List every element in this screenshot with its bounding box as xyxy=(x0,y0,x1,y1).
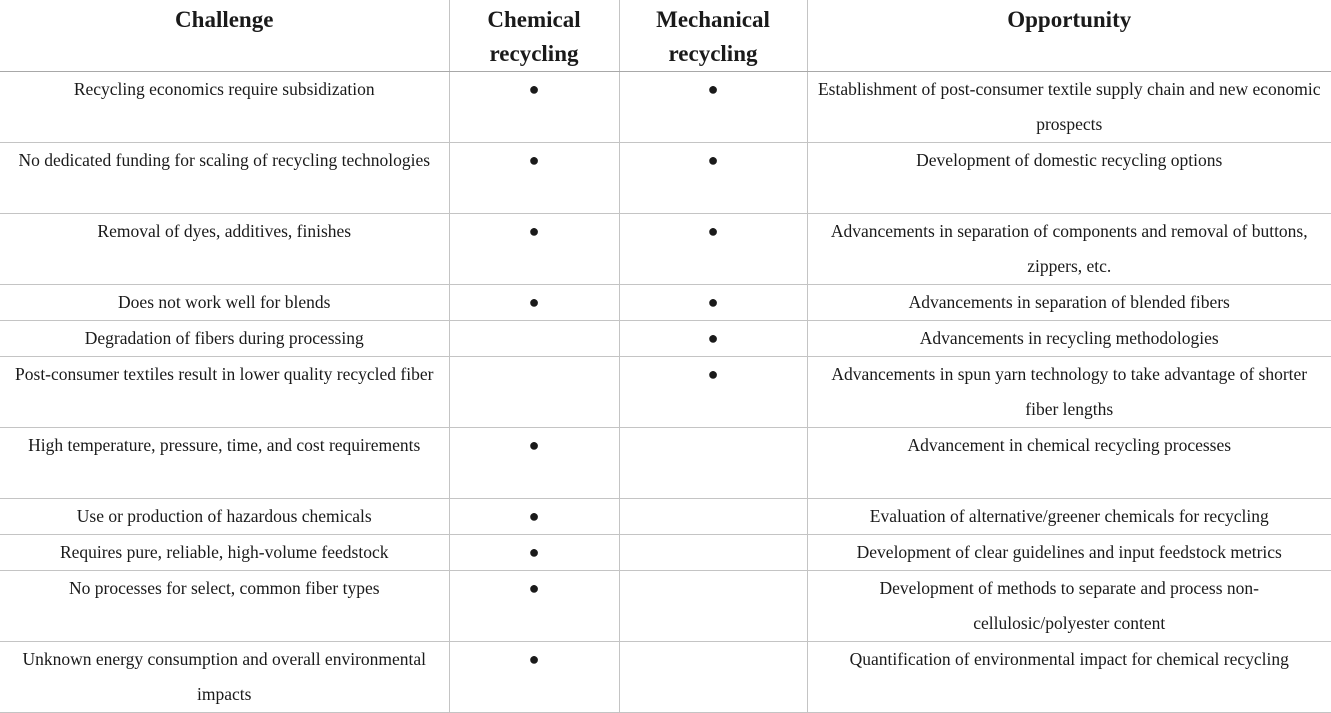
opportunity-cell: Development of methods to separate and process non-cellulosic/polyester content xyxy=(807,571,1331,642)
chemical-cell: ● xyxy=(449,214,619,285)
header-mechanical-recycling: Mechanical recycling xyxy=(619,0,807,72)
mechanical-cell xyxy=(619,642,807,713)
chemical-cell: ● xyxy=(449,428,619,499)
challenge-cell: Does not work well for blends xyxy=(0,285,449,321)
table-row xyxy=(0,428,1331,499)
chemical-cell: ● xyxy=(449,535,619,571)
header-challenge: Challenge xyxy=(0,0,449,72)
challenge-cell: Degradation of fibers during processing xyxy=(0,321,449,357)
challenge-cell: Post-consumer textiles result in lower quality recycled fiber xyxy=(0,357,449,428)
chemical-cell: ● xyxy=(449,499,619,535)
chemical-cell: ● xyxy=(449,143,619,214)
mechanical-cell: ● xyxy=(619,214,807,285)
chemical-cell xyxy=(449,357,619,428)
table-row xyxy=(0,214,1331,285)
mechanical-cell: ● xyxy=(619,72,807,143)
table-row xyxy=(0,285,1331,321)
chemical-cell: ● xyxy=(449,285,619,321)
chemical-cell: ● xyxy=(449,72,619,143)
chemical-cell: ● xyxy=(449,571,619,642)
mechanical-cell xyxy=(619,535,807,571)
mechanical-cell: ● xyxy=(619,357,807,428)
header-chemical-recycling: Chemical recycling xyxy=(449,0,619,72)
challenge-cell: High temperature, pressure, time, and cost requirements xyxy=(0,428,449,499)
chemical-cell xyxy=(449,321,619,357)
chemical-cell: ● xyxy=(449,642,619,713)
opportunity-cell: Quantification of environmental impact for chemical recycling xyxy=(807,642,1331,713)
table-row xyxy=(0,535,1331,571)
challenge-cell: Requires pure, reliable, high-volume feedstock xyxy=(0,535,449,571)
opportunity-cell: Advancements in separation of blended fibers xyxy=(807,285,1331,321)
challenge-cell: Removal of dyes, additives, finishes xyxy=(0,214,449,285)
challenge-cell: Recycling economics require subsidization xyxy=(0,72,449,143)
challenge-cell: Use or production of hazardous chemicals xyxy=(0,499,449,535)
table-row xyxy=(0,321,1331,357)
mechanical-cell: ● xyxy=(619,285,807,321)
table-row xyxy=(0,499,1331,535)
table-row xyxy=(0,357,1331,428)
challenge-cell: No processes for select, common fiber types xyxy=(0,571,449,642)
opportunity-cell: Development of clear guidelines and input feedstock metrics xyxy=(807,535,1331,571)
mechanical-cell: ● xyxy=(619,143,807,214)
mechanical-cell xyxy=(619,428,807,499)
mechanical-cell xyxy=(619,499,807,535)
opportunity-cell: Establishment of post-consumer textile supply chain and new economic prospects xyxy=(807,72,1331,143)
opportunity-cell: Advancements in separation of components and removal of buttons, zippers, etc. xyxy=(807,214,1331,285)
header-opportunity: Opportunity xyxy=(807,0,1331,72)
opportunity-cell: Advancements in recycling methodologies xyxy=(807,321,1331,357)
mechanical-cell: ● xyxy=(619,321,807,357)
opportunity-cell: Development of domestic recycling options xyxy=(807,143,1331,214)
table-row xyxy=(0,143,1331,214)
header-row xyxy=(0,0,1331,72)
opportunity-cell: Advancement in chemical recycling processes xyxy=(807,428,1331,499)
table-row xyxy=(0,642,1331,713)
challenge-cell: No dedicated funding for scaling of recycling technologies xyxy=(0,143,449,214)
opportunity-cell: Evaluation of alternative/greener chemicals for recycling xyxy=(807,499,1331,535)
opportunity-cell: Advancements in spun yarn technology to take advantage of shorter fiber lengths xyxy=(807,357,1331,428)
mechanical-cell xyxy=(619,571,807,642)
table-row xyxy=(0,72,1331,143)
table-row xyxy=(0,571,1331,642)
challenge-cell: Unknown energy consumption and overall environmental impacts xyxy=(0,642,449,713)
